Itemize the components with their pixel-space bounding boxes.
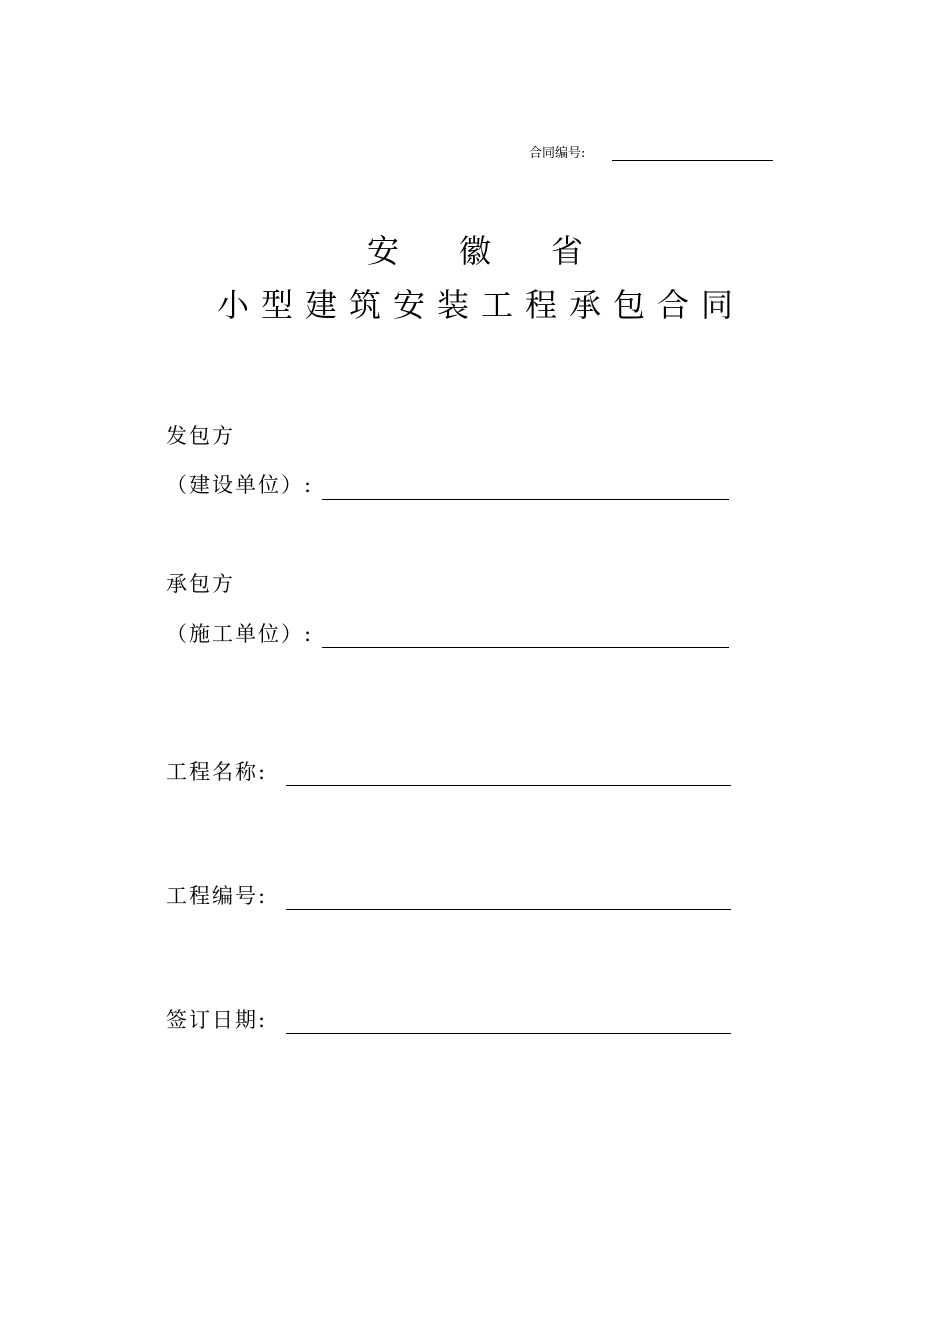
signing-date-field[interactable] [286,1033,731,1034]
project-name-field[interactable] [286,785,731,786]
project-number-field[interactable] [286,909,731,910]
project-number-label: 工程编号: [166,884,268,908]
document-title: 小型建筑安装工程承包合同 [216,286,745,324]
employer-label: 发包方 [166,424,235,448]
contract-number-label: 合同编号: [529,146,586,161]
employer-field[interactable] [322,499,729,500]
document-title-province: 安徽省 [366,232,643,270]
employer-sublabel: （建设单位）: [166,473,314,497]
contract-number-field[interactable] [612,160,773,161]
project-name-label: 工程名称: [166,760,268,784]
contractor-label: 承包方 [166,572,235,596]
contractor-field[interactable] [322,647,729,648]
signing-date-label: 签订日期: [166,1008,268,1032]
contractor-sublabel: （施工单位）: [166,622,314,646]
